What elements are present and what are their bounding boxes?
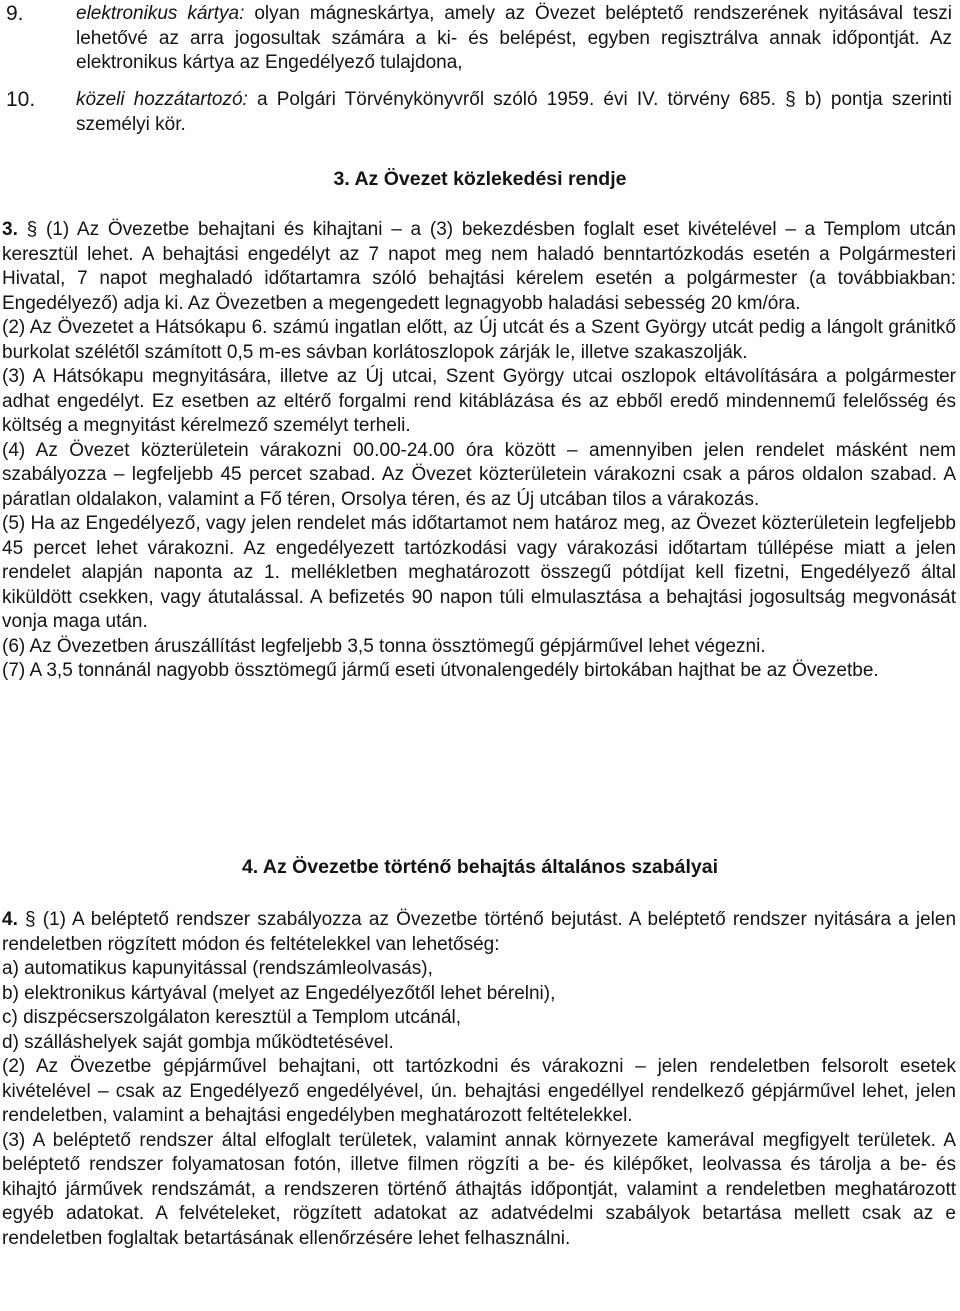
- paragraph: (3) A beléptető rendszer által elfoglalt területek, valamint annak környezete kamerával megfigyelt területek. A beléptető rendszer folyamatosan fotón, illetve filmen rögzíti a be- és kilépőket, leolvassa és tárolja a be- és kihajtó járművek rendszámát, a rendszeren történő áthajtás időpontját, valamint a rendeletben meghatározott egyéb adatokat. A felvételeket, rögzített adatokat az adatvédelmi szabályok betartása mellett csak az e rendeletben foglaltak betartásának ellenőrzésére lehet felhasználni.: [2, 1129, 956, 1249]
- section-heading: 3. Az Övezet közlekedési rendje: [333, 168, 627, 190]
- list-item: a) automatikus kapunyitással (rendszámleolvasás),: [2, 958, 433, 979]
- list-item: c) diszpécserszolgálaton keresztül a Templom utcánál,: [2, 1007, 462, 1028]
- paragraph: (5) Ha az Engedélyező, vagy jelen rendelet más időtartamot nem határoz meg, az Övezet közterületein legfeljebb 45 percet lehet várakozni. Az engedélyezett tartózkodási vagy várakozási időtartam túllépése miatt a jelen rendelet alapján naponta az 1. mellékletben meghatározott összegű pótdíjat kell fizetni, Engedélyező által kiküldött csekken, vagy átutalással. A befizetés 90 napon túli elmulasztása a behajtási jogosultság megvonását vonja maga után.: [2, 513, 956, 632]
- paragraph-number: 4.: [2, 909, 18, 930]
- definition-text: a Polgári Törvénykönyvről szóló 1959. évi IV. törvény 685. § b) pontja szerinti személyi kör.: [76, 89, 953, 135]
- paragraph: [2, 908, 956, 957]
- list-item: b) elektronikus kártyával (melyet az Engedélyezőtől lehet bérelni),: [2, 982, 556, 1004]
- definition-number: 10.: [6, 88, 36, 111]
- list-item: d) szálláshelyek saját gombja működtetésével.: [2, 1031, 394, 1053]
- paragraph-text: § (1) Az Övezetbe behajtani és kihajtani – a (3) bekezdésben foglalt eset kivételével – a Templom utcán keresztül lehet. A behajtási engedélyt az 7 napot meg nem haladó benntartózkodás esetén a Polgármesteri Hivatal, 7 napot meghaladó időtartamra szóló behajtási kérelem esetén a polgármester (a továbbiakban: Engedélyező) adja ki. Az Övezetben a megengedett legnagyobb haladási sebesség 20 km/óra.: [2, 219, 957, 314]
- definition-body: [76, 2, 952, 76]
- paragraph: (4) Az Övezet közterületein várakozni 00.00-24.00 óra között – amennyiben jelen rendelet másként nem szabályozza – legfeljebb 45 percet szabad. Az Övezet közterületein várakozni csak a páros oldalon szabad. A páratlan oldalakon, valamint a Fő téren, Orsolya téren, és az Új utcában tilos a várakozás.: [2, 439, 956, 510]
- paragraph: (3) A Hátsókapu megnyitására, illetve az Új utcai, Szent György utcai oszlopok eltávolítására a polgármester adhat engedélyt. Ez esetben az eltérő forgalmi rend kitáblázása és az ebből eredő mindennemű felelősség és költség a megnyitást kérelmező személyt terheli.: [2, 366, 956, 436]
- paragraph: [2, 218, 956, 316]
- definition-item: [0, 2, 952, 77]
- paragraph: (6) Az Övezetben áruszállítást legfeljebb 3,5 tonna össztömegű gépjárművel lehet végezni.: [2, 635, 766, 657]
- definition-text: olyan mágneskártya, amely az Övezet beléptető rendszerének nyitásával teszi lehetővé az arra jogosultak számára a ki- és belépést, egyben regisztrálva annak időpontját. Az elektronikus kártya az Engedélyező tulajdona,: [76, 3, 953, 73]
- definition-item: [0, 88, 952, 140]
- paragraph-text: § (1) A beléptető rendszer szabályozza az Övezetbe történő bejutást. A beléptető rendszer nyitására a jelen rendeletben rögzített módon és feltételekkel van lehetőség:: [2, 909, 957, 955]
- paragraph: (2) Az Övezetet a Hátsókapu 6. számú ingatlan előtt, az Új utcát és a Szent György utcát pedig a lángolt gránitkő burkolat szélétől számított 0,5 m-es sávban korlátoszlopok zárják le, illetve szakaszolják.: [2, 317, 956, 363]
- definition-number: 9.: [6, 2, 24, 25]
- section-body: [2, 218, 956, 684]
- definition-term: közeli hozzátartozó:: [76, 89, 248, 110]
- section-heading: 4. Az Övezetbe történő behajtás általános szabályai: [241, 856, 719, 878]
- paragraph-number: 3.: [2, 219, 18, 240]
- section-body: [2, 908, 956, 1251]
- definition-body: [76, 88, 952, 137]
- paragraph: (7) A 3,5 tonnánál nagyobb össztömegű jármű eseti útvonalengedély birtokában hajthat be az Övezetbe.: [2, 660, 879, 681]
- definition-term: elektronikus kártya:: [76, 3, 245, 24]
- paragraph: (2) Az Övezetbe gépjárművel behajtani, ott tartózkodni és várakozni – jelen rendeletben felsorolt esetek kivételével – csak az Engedélyező engedélyével, ún. behajtási engedéllyel rendelkező gépjárművel lehet, jelen rendeletben, valamint a behajtási engedélyben meghatározott feltételekkel.: [2, 1056, 956, 1126]
